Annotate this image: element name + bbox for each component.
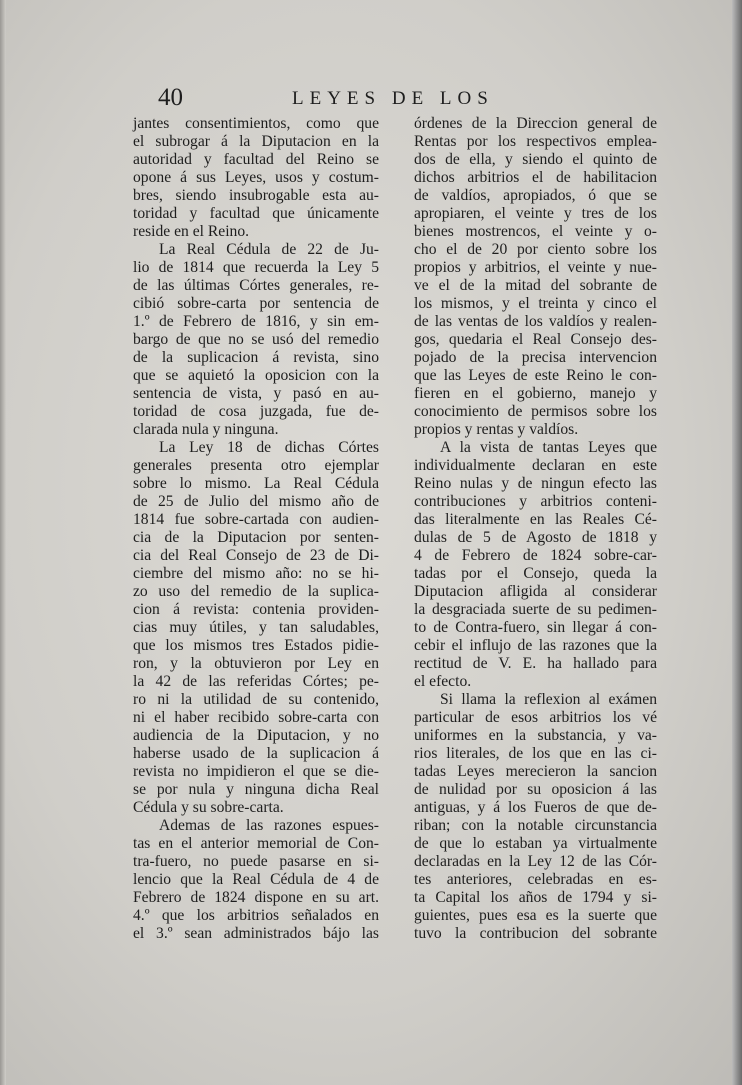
- text-line: que las Leyes de este Reino le con-: [414, 367, 657, 384]
- text-line: rios literales, de los que en las ci-: [414, 745, 657, 762]
- text-line: Cédula y su sobre-carta.: [133, 799, 284, 816]
- text-line: contribuciones y arbitrios conteni-: [414, 493, 657, 510]
- paragraph: [133, 115, 379, 241]
- text-line: opone á sus Leyes, usos y costum-: [133, 169, 379, 186]
- text-line: tra-fuero, no puede pasarse en si-: [133, 853, 379, 870]
- text-line: órdenes de la Direccion general de: [414, 115, 657, 132]
- right-column: [414, 115, 657, 943]
- text-line: el 3.º sean administrados bájo las: [133, 925, 379, 942]
- text-line: jantes consentimientos, como que: [133, 115, 379, 132]
- text-line: tas en el anterior memorial de Con-: [133, 835, 379, 852]
- text-line: guientes, pues esa es la suerte que: [414, 907, 657, 924]
- text-line: audiencia de la Diputacion, y no: [133, 727, 379, 744]
- text-line: ve el de la mitad del sobrante de: [414, 277, 657, 294]
- text-line: zo uso del remedio de la suplica-: [133, 583, 379, 600]
- text-line: el subrogar á la Diputacion en la: [133, 133, 379, 150]
- text-line: particular de esos arbitrios los vé: [414, 709, 657, 726]
- text-line: el efecto.: [414, 673, 472, 690]
- text-line: cia de la Diputacion por senten-: [133, 529, 379, 546]
- scan-edge-right: [732, 0, 742, 1085]
- text-line: se por nula y ninguna dicha Real: [133, 781, 379, 798]
- text-line: ni el haber recibido sobre-carta con: [133, 709, 379, 726]
- text-line: 1814 fue sobre-cartada con audien-: [133, 511, 379, 528]
- text-line: toridad de cosa juzgada, fue de-: [133, 403, 379, 420]
- text-line: ta Capital los años de 1794 y si-: [414, 889, 657, 906]
- text-line: de nulidad por su oposicion á las: [414, 781, 657, 798]
- text-line: bienes mostrencos, el veinte y o-: [414, 223, 657, 240]
- text-line: Reino nulas y de ningun efecto las: [414, 475, 657, 492]
- text-line: bres, siendo insubrogable esta au-: [133, 187, 379, 204]
- text-line: de valdíos, apropiados, ó que se: [414, 187, 657, 204]
- text-line: la 42 de las referidas Córtes; pe-: [133, 673, 379, 690]
- text-line: generales presenta otro ejemplar: [133, 457, 379, 474]
- text-line: dulas de 5 de Agosto de 1818 y: [414, 529, 657, 546]
- text-line: de las ventas de los valdíos y realen-: [414, 313, 657, 330]
- text-line: individualmente declaran en este: [414, 457, 657, 474]
- text-line: toridad y facultad que únicamente: [133, 205, 379, 222]
- text-line: de las últimas Córtes generales, re-: [133, 277, 379, 294]
- text-line: de 25 de Julio del mismo año de: [133, 493, 379, 510]
- text-line: La Ley 18 de dichas Córtes: [159, 439, 379, 456]
- text-line: to de Contra-fuero, sin llegar á con-: [414, 619, 657, 636]
- text-line: apropiaren, el veinte y tres de los: [414, 205, 657, 222]
- text-line: clarada nula y ninguna.: [133, 421, 279, 438]
- text-line: pojado de la precisa intervencion: [414, 349, 657, 366]
- text-line: gos, quedaria el Real Consejo des-: [414, 331, 657, 348]
- text-line: autoridad y facultad del Reino se: [133, 151, 379, 168]
- text-line: lio de 1814 que recuerda la Ley 5: [133, 259, 379, 276]
- text-line: lencio que la Real Cédula de 4 de: [133, 871, 379, 888]
- text-line: tadas por el Consejo, queda la: [414, 565, 657, 582]
- text-line: ron, y la obtuvieron por Ley en: [133, 655, 379, 672]
- text-line: Rentas por los respectivos emplea-: [414, 133, 657, 150]
- page-header: [0, 84, 742, 114]
- text-line: riban; con la notable circunstancia: [414, 817, 657, 834]
- text-line: antiguas, y á los Fueros de que de-: [414, 799, 657, 816]
- text-line: 4 de Febrero de 1824 sobre-car-: [414, 547, 657, 564]
- text-line: 4.º que los arbitrios señalados en: [133, 907, 379, 924]
- text-line: rectitud de V. E. ha hallado para: [414, 655, 657, 672]
- text-line: reside en el Reino.: [133, 223, 250, 240]
- text-line: que los mismos tres Estados pidie-: [133, 637, 379, 654]
- text-line: tes anteriores, celebradas en es-: [414, 871, 657, 888]
- running-title: LEYES DE LOS: [292, 88, 494, 109]
- text-line: los mismos, y el treinta y cinco el: [414, 295, 657, 312]
- paragraph: [414, 691, 657, 943]
- text-line: dos de ella, y siendo el quinto de: [414, 151, 657, 168]
- text-line: A la vista de tantas Leyes que: [440, 439, 657, 456]
- paragraph: [133, 817, 379, 943]
- page-number: 40: [158, 84, 183, 111]
- paragraph: [414, 115, 657, 439]
- text-line: de que lo estaban ya virtualmente: [414, 835, 657, 852]
- text-line: cias muy útiles, y tan saludables,: [133, 619, 379, 636]
- text-line: das literalmente en las Reales Cé-: [414, 511, 657, 528]
- paragraph: [133, 241, 379, 439]
- text-line: Ademas de las razones espues-: [159, 817, 379, 834]
- text-line: que se aquietó la oposicion con la: [133, 367, 379, 384]
- text-line: cion á revista: contenia providen-: [133, 601, 379, 618]
- text-line: cibió sobre-carta por sentencia de: [133, 295, 379, 312]
- text-line: declaradas en la Ley 12 de las Cór-: [414, 853, 657, 870]
- text-line: sentencia de vista, y pasó en au-: [133, 385, 379, 402]
- text-line: cia del Real Consejo de 23 de Di-: [133, 547, 379, 564]
- text-line: bargo de que no se usó del remedio: [133, 331, 379, 348]
- text-line: ro ni la utilidad de su contenido,: [133, 691, 379, 708]
- text-line: Diputacion afligida al considerar: [414, 583, 657, 600]
- text-line: propios y rentas y valdíos.: [414, 421, 579, 438]
- text-line: ciembre del mismo año: no se hi-: [133, 565, 379, 582]
- text-line: haberse usado de la suplicacion á: [133, 745, 379, 762]
- text-line: sobre lo mismo. La Real Cédula: [133, 475, 379, 492]
- text-line: Febrero de 1824 dispone en su art.: [133, 889, 379, 906]
- text-line: propios y arbitrios, el veinte y nue-: [414, 259, 657, 276]
- text-line: revista no impidieron el que se die-: [133, 763, 379, 780]
- text-line: la desgraciada suerte de su pedimen-: [414, 601, 657, 618]
- paragraph: [414, 439, 657, 691]
- paragraph: [133, 439, 379, 817]
- text-line: La Real Cédula de 22 de Ju-: [159, 241, 379, 258]
- text-line: cho el de 20 por ciento sobre los: [414, 241, 657, 258]
- text-line: cebir el influjo de las razones que la: [414, 637, 657, 654]
- text-line: 1.º de Febrero de 1816, y sin em-: [133, 313, 379, 330]
- text-line: dichos arbitrios el de habilitacion: [414, 169, 657, 186]
- text-line: de la suplicacion á revista, sino: [133, 349, 379, 366]
- text-line: conocimiento de permisos sobre los: [414, 403, 657, 420]
- text-line: tadas Leyes merecieron la sancion: [414, 763, 657, 780]
- text-line: Si llama la reflexion al exámen: [440, 691, 657, 708]
- scan-edge-left: [0, 0, 6, 1085]
- text-line: uniformes en la substancia, y va-: [414, 727, 657, 744]
- text-line: fieren en el gobierno, manejo y: [414, 385, 657, 402]
- left-column: [133, 115, 379, 943]
- text-line: tuvo la contribucion del sobrante: [414, 925, 657, 942]
